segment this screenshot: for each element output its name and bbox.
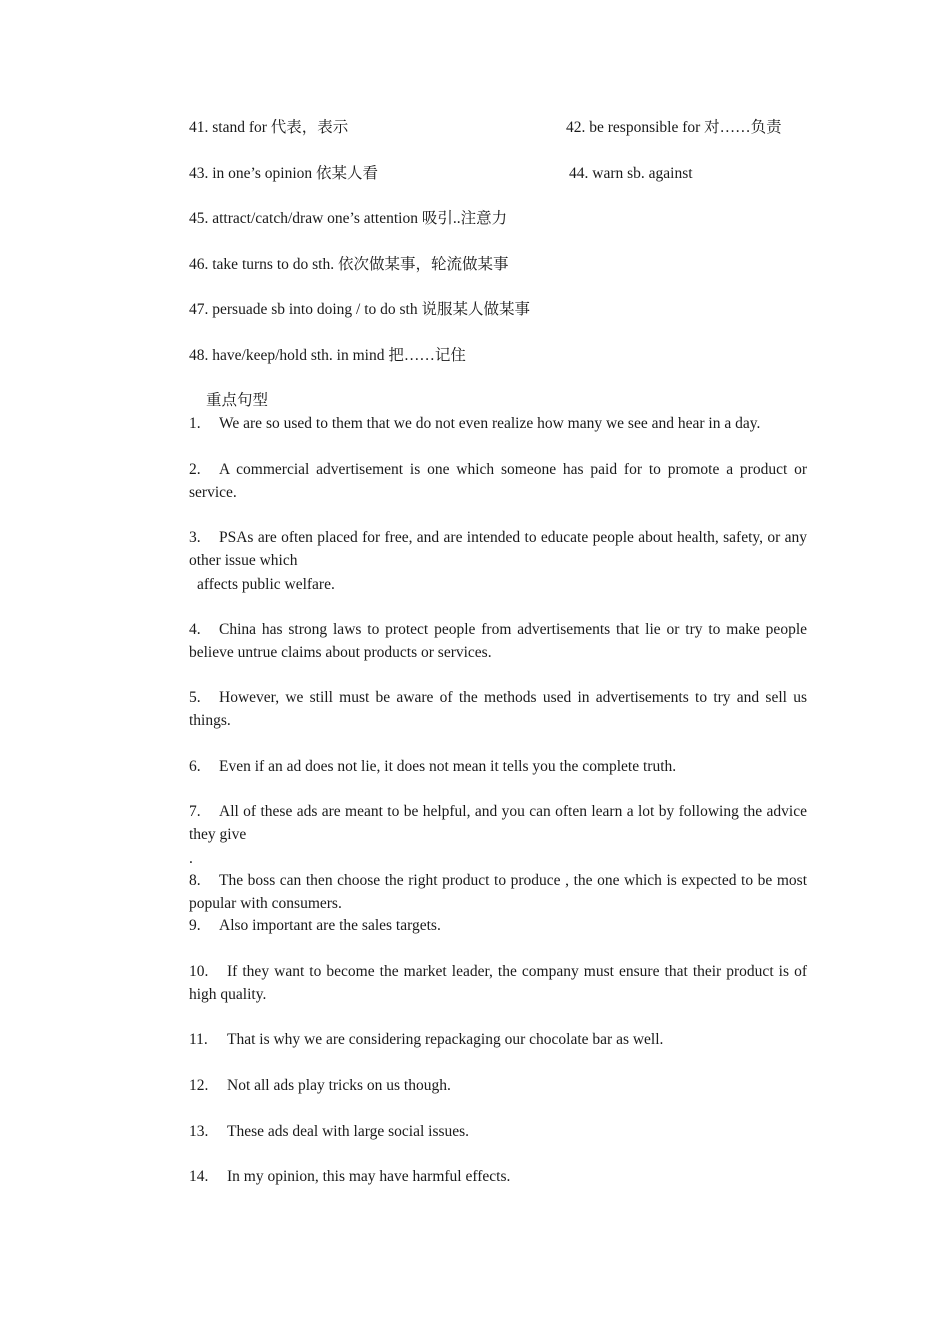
sentence-number: 3. — [189, 529, 201, 546]
sentence-12 — [189, 1074, 807, 1097]
sentence-text: Also important are the sales targets. — [219, 917, 441, 934]
phrase-47: 47. persuade sb into doing / to do sth 说服某人做某事 — [189, 301, 530, 318]
sentence-7 — [189, 800, 807, 846]
phrase-42: 42. be responsible for 对……负责 — [566, 119, 782, 136]
phrase-41: 41. stand for 代表，表示 — [189, 119, 349, 136]
sentence-text: That is why we are considering repackaging our chocolate bar as well. — [227, 1031, 664, 1048]
sentence-text: Even if an ad does not lie, it does not mean it tells you the complete truth. — [219, 758, 677, 775]
sentence-6 — [189, 755, 807, 778]
sentence-text: The boss can then choose the right product to produce , the one which is expected to be most popular with consumers. — [189, 872, 807, 912]
sentence-text: PSAs are often placed for free, and are intended to educate people about health, safety, or any other issue which — [189, 529, 807, 569]
phrase-45: 45. attract/catch/draw one’s attention 吸引..注意力 — [189, 210, 508, 227]
sentence-9 — [189, 914, 807, 937]
sentence-number: 11. — [189, 1031, 208, 1048]
sentence-number: 1. — [189, 415, 201, 432]
sentence-7-continuation: . — [189, 850, 193, 867]
sentence-number: 12. — [189, 1077, 209, 1094]
phrase-48: 48. have/keep/hold sth. in mind 把……记住 — [189, 347, 466, 364]
sentence-text: All of these ads are meant to be helpful, and you can often learn a lot by following the advice they give — [189, 803, 807, 843]
sentence-number: 9. — [189, 917, 201, 934]
sentence-text: We are so used to them that we do not even realize how many we see and hear in a day. — [219, 415, 761, 432]
sentence-5 — [189, 686, 807, 732]
sentence-1 — [189, 412, 807, 435]
sentence-13 — [189, 1120, 807, 1143]
sentence-number: 10. — [189, 963, 209, 980]
sentence-14 — [189, 1165, 807, 1188]
sentence-number: 7. — [189, 803, 201, 820]
sentence-number: 4. — [189, 621, 201, 638]
sentence-text: These ads deal with large social issues. — [227, 1123, 470, 1140]
sentence-number: 2. — [189, 461, 201, 478]
sentence-number: 14. — [189, 1168, 209, 1185]
sentence-3 — [189, 526, 807, 572]
sentence-text: If they want to become the market leader, the company must ensure that their product is of high quality. — [189, 963, 807, 1003]
sentence-text: In my opinion, this may have harmful effects. — [227, 1168, 511, 1185]
sentence-number: 13. — [189, 1123, 209, 1140]
sentence-4 — [189, 618, 807, 664]
sentence-number: 6. — [189, 758, 201, 775]
sentence-text: However, we still must be aware of the methods used in advertisements to try and sell us things. — [189, 689, 807, 729]
sentence-text: A commercial advertisement is one which someone has paid for to promote a product or service. — [189, 461, 807, 501]
sentence-number: 8. — [189, 872, 201, 889]
phrase-43: 43. in one’s opinion 依某人看 — [189, 165, 379, 182]
sentence-8 — [189, 869, 807, 915]
sentence-2 — [189, 458, 807, 504]
sentence-11 — [189, 1028, 807, 1051]
phrase-44: 44. warn sb. against — [569, 165, 693, 182]
sentence-number: 5. — [189, 689, 201, 706]
phrase-46: 46. take turns to do sth. 依次做某事，轮流做某事 — [189, 256, 509, 273]
sentence-3-continuation: affects public welfare. — [197, 576, 335, 593]
sentence-10 — [189, 960, 807, 1006]
sentence-text: Not all ads play tricks on us though. — [227, 1077, 451, 1094]
section-title: 重点句型 — [206, 392, 269, 409]
sentence-text: China has strong laws to protect people from advertisements that lie or try to make people believe untrue claims about products or services. — [189, 621, 807, 661]
